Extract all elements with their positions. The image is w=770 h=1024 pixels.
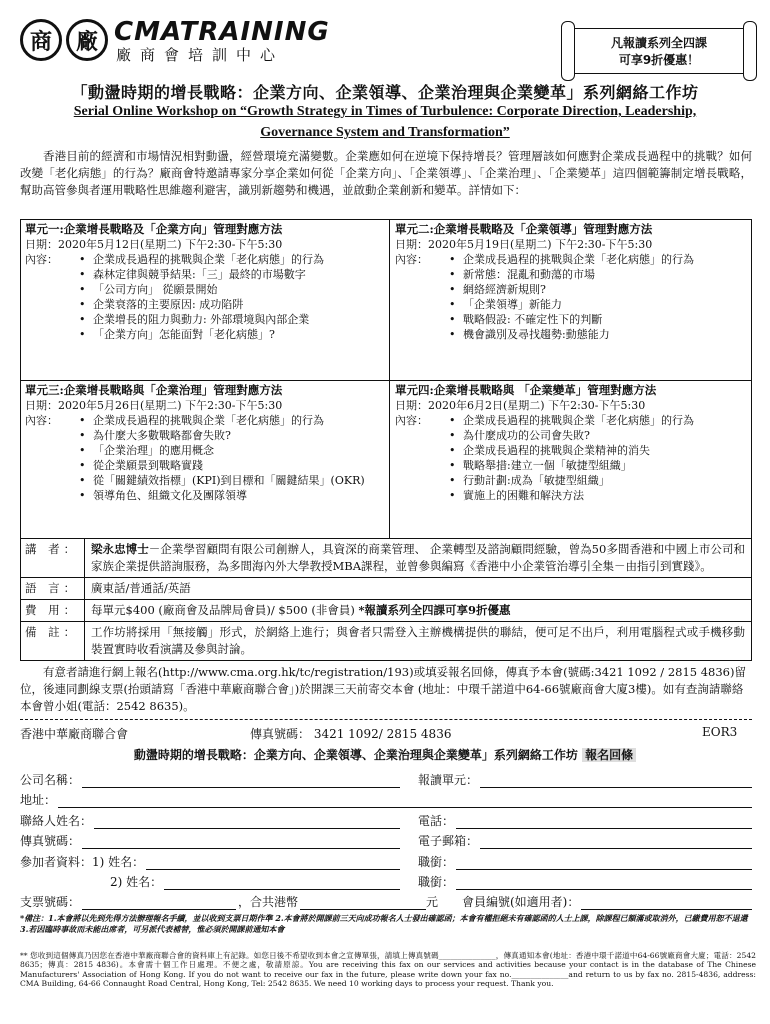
list-item: • 網絡經濟新規則? — [449, 282, 749, 297]
cheque-label: 支票號碼： — [20, 895, 81, 909]
unit-heading: 單元三:企業增長戰略與「企業治理」管理對應方法 — [25, 383, 283, 397]
unit-4 — [395, 383, 749, 503]
title2-label: 職銜： — [418, 875, 455, 889]
participant2-field[interactable] — [110, 872, 400, 890]
seal-char-2: 廠 — [66, 19, 108, 61]
list-item: • 企業成長過程的挑戰與企業「老化病態」的行為 — [449, 252, 749, 267]
content-label: 內容： — [25, 253, 58, 266]
date-value: 2020年5月19日(星期二) 下午2:30-下午5:30 — [428, 238, 653, 251]
unit-3 — [25, 383, 385, 503]
cheque-field[interactable] — [20, 892, 236, 910]
company-line[interactable] — [82, 775, 400, 788]
address-line[interactable] — [58, 795, 752, 808]
list-item: • 「公司方向」 從願景開始 — [79, 282, 385, 297]
promo-line-2: 可享9折優惠！ — [618, 53, 700, 67]
list-item: • 「企業領導」新能力 — [449, 297, 749, 312]
unit-items — [449, 413, 749, 503]
list-item: • 新常態：混亂和動蕩的市場 — [449, 267, 749, 282]
amount-label: ，合共港幣 — [238, 895, 299, 909]
grid-vertical-divider — [389, 220, 390, 538]
cut-line — [20, 719, 752, 720]
registration-instructions: 有意者請進行網上報名(http://www.cma.org.hk/tc/registration/193)或填妥報名回條，傳真予本會(號碼:3421 1092 / 2815 4836)留位，後連同劃線支票(抬頭請寫「香港中華廠商聯合會」)於開課三天前寄交本會 (地址：中環千諾道中64-66號廠商會大廈3樓)。如有查詢請聯絡本會曾小姐(電話：2542 8635)。 — [20, 665, 746, 713]
form-code: EOR3 — [702, 725, 738, 739]
list-item: • 企業成長過程的挑戰與企業「老化病態」的行為 — [449, 413, 749, 428]
member-line[interactable] — [581, 897, 752, 910]
promo-scroll — [568, 28, 750, 74]
fee-text: 每單元$400 (廠商會及品牌局會員)/ $500 (非會員) — [91, 603, 359, 617]
cheque-line[interactable] — [82, 897, 236, 910]
title1-label: 職銜： — [418, 855, 455, 869]
email-field[interactable] — [418, 831, 752, 849]
participant2-line[interactable] — [164, 877, 400, 890]
title1-field[interactable] — [418, 852, 752, 870]
address-field[interactable] — [20, 790, 752, 808]
list-item: • 從企業願景到戰略實踐 — [79, 458, 385, 473]
remark-label: 備 註： — [21, 622, 85, 660]
unit-date — [395, 398, 749, 413]
date-label: 日期： — [395, 399, 428, 412]
phone-field[interactable] — [418, 811, 752, 829]
info-table — [20, 538, 752, 661]
content-label: 內容： — [395, 414, 428, 427]
unit-line[interactable] — [480, 775, 752, 788]
dollar-label: 元 — [425, 895, 438, 909]
unit-heading: 單元二:企業增長戰略及「企業領導」管理對應方法 — [395, 222, 653, 236]
title-chinese: 「動盪時期的增長戰略：企業方向、企業領導、企業治理與企業變革」系列網絡工作坊 — [71, 83, 699, 102]
fee-discount: *報讀系列全四課可享9折優惠 — [358, 603, 511, 617]
list-item: • 森林定律與競爭結果:「三」最終的市場數字 — [79, 267, 385, 282]
unit-items — [79, 413, 385, 503]
unit-content — [395, 413, 749, 503]
list-item: • 「企業治理」的應用概念 — [79, 443, 385, 458]
list-item: • 戰略假設: 不確定性下的判斷 — [449, 312, 749, 327]
remark-row — [21, 622, 751, 660]
list-item: • 從「關鍵績效指標」(KPI)到目標和「關鍵結果」(OKR) — [79, 473, 385, 488]
cma-seal-logo — [20, 19, 112, 67]
brand-name: CMATRAINING — [114, 17, 330, 47]
list-item: • 企業成長過程的挑戰與企業「老化病態」的行為 — [79, 252, 385, 267]
email-label: 電子郵箱： — [418, 834, 479, 848]
participant1-field[interactable] — [20, 852, 400, 870]
contact-field[interactable] — [20, 811, 400, 829]
unit-content — [25, 413, 385, 503]
title2-line[interactable] — [456, 877, 752, 890]
company-label: 公司名稱： — [20, 773, 81, 787]
fax-field[interactable] — [20, 831, 400, 849]
list-item: • 企業成長過程的挑戰與企業「老化病態」的行為 — [79, 413, 385, 428]
content-label: 內容： — [395, 253, 428, 266]
title-english: Serial Online Workshop on “Growth Strategy in Times of Turbulence: Corporate Direction, Leadership, Governance System and Transformation” — [73, 104, 697, 140]
promo-line-1: 凡報讀系列全四課 — [610, 36, 707, 50]
date-value: 2020年5月26日(星期二) 下午2:30-下午5:30 — [58, 399, 283, 412]
remark-value: 工作坊將採用「無接觸」形式，於網絡上進行；與會者只需登入主辦機構提供的聯結，便可足不出戶，利用電腦程式或手機移動裝置實時收看演講及參與討論。 — [91, 625, 745, 656]
unit-items — [79, 252, 385, 342]
date-label: 日期： — [395, 238, 428, 251]
speaker-label: 講 者： — [21, 539, 85, 577]
participant1-label: 參加者資料：1) 姓名： — [20, 855, 145, 869]
date-label: 日期： — [25, 238, 58, 251]
fax-org: 香港中華廠商聯合會 — [20, 727, 129, 741]
language-value: 廣東話/普通話/英語 — [91, 581, 191, 595]
content-label: 內容： — [25, 414, 58, 427]
speaker-value — [85, 539, 751, 577]
unit-date — [25, 398, 385, 413]
form-title-text: 動盪時期的增長戰略：企業方向、企業領導、企業治理與企業變革」系列網絡工作坊 — [133, 748, 578, 762]
list-item: • 機會識別及尋找趨勢:動態能力 — [449, 327, 749, 342]
speaker-row — [21, 539, 751, 578]
unit-date — [395, 237, 749, 252]
fee-row — [21, 600, 751, 622]
unit-content — [25, 252, 385, 342]
privacy-notice: ** 您收到這個傳真乃因您在香港中華廠商聯合會的資料庫上有記錄。如您日後不希望收到本會之宣傳單張，請填上傳真號碼_______________，傳真通知本會(地址：香港中環千諾道中64-66號廠商會大廈；電話：2542 8635；傳真：2815 4836)。本會需十個工作日處理。不便之處，敬請原諒。You are receiving this fax on our services and activities because your contact is in the database of The Chinese Manufacturers' Association of Hong Kong. If you do not want to receive our fax in the future, please write down your fax no._______________and return to us by fax no. 2815-4836, address: CMA Building, 64-66 Connaught Road Central, Hong Kong, Tel: 2542 8635. We need 10 working days to process your request. Thank you. — [20, 951, 756, 989]
list-item: • 戰略舉措:建立一個「敏捷型組織」 — [449, 458, 749, 473]
date-value: 2020年5月12日(星期二) 下午2:30-下午5:30 — [58, 238, 283, 251]
title1-line[interactable] — [456, 857, 752, 870]
grid-horizontal-divider — [21, 380, 751, 381]
units-grid — [20, 219, 752, 539]
list-item: • 領導角色、組織文化及團隊領導 — [79, 488, 385, 503]
amount-field[interactable] — [238, 892, 438, 910]
contact-label: 聯絡人姓名： — [20, 814, 93, 828]
unit-2 — [395, 222, 749, 342]
unit-field[interactable] — [418, 770, 752, 788]
fax-label: 傳真號碼： — [20, 834, 81, 848]
phone-line[interactable] — [456, 816, 752, 829]
form-tag: 報名回條 — [582, 748, 636, 762]
list-item: • 為什麼大多數戰略都會失敗? — [79, 428, 385, 443]
amount-line[interactable] — [300, 897, 426, 910]
seal-char-1: 商 — [20, 19, 62, 61]
participant1-line[interactable] — [146, 857, 400, 870]
fax-header — [20, 725, 752, 742]
date-value: 2020年6月2日(星期二) 下午2:30-下午5:30 — [428, 399, 646, 412]
language-label: 語 言： — [21, 578, 85, 599]
list-item: • 企業增長的阻力與動力: 外部環境與內部企業 — [79, 312, 385, 327]
unit-date — [25, 237, 385, 252]
unit-items — [449, 252, 749, 342]
list-item: • 企業成長過程的挑戰與企業精神的消失 — [449, 443, 749, 458]
unit-content — [395, 252, 749, 342]
participant2-label: 2) 姓名： — [110, 875, 163, 889]
member-field[interactable] — [462, 892, 752, 910]
speaker-name: 梁永忠博士 — [91, 542, 149, 556]
list-item: • 「企業方向」怎能面對「老化病態」? — [79, 327, 385, 342]
intro-paragraph: 香港目前的經濟和市場情況相對動盪，經營環境充滿變數。企業應如何在逆境下保持增長？管理層該如何應對企業成長過程中的挑戰？如何改變「老化病態」的行為？廠商會特邀請專家分享企業如何從「企業方向」、「企業領導」、「企業治理」、「企業變革」這四個範籌制定增長戰略，幫助高管參與者運用戰略性思維趨利避害，識別新趨勢和機遇，並啟動企業創新和變革。詳情如下： — [20, 149, 752, 197]
form-title — [0, 746, 770, 763]
title2-field[interactable] — [418, 872, 752, 890]
unit-heading: 單元四:企業增長戰略與 「企業變革」管理對應方法 — [395, 383, 657, 397]
list-item: • 為什麼成功的公司會失敗? — [449, 428, 749, 443]
fax-input-line[interactable] — [82, 836, 400, 849]
unit-1 — [25, 222, 385, 342]
list-item: • 行動計劃:成為「敏捷型組織」 — [449, 473, 749, 488]
unit-label: 報讀單元： — [418, 773, 479, 787]
list-item: • 企業衰落的主要原因: 成功陷阱 — [79, 297, 385, 312]
address-label: 地址： — [20, 793, 57, 807]
language-row — [21, 578, 751, 600]
phone-label: 電話： — [418, 814, 455, 828]
list-item: • 實施上的困難和解決方法 — [449, 488, 749, 503]
brand-subtitle: 廠商會培訓中心 — [116, 46, 285, 64]
date-label: 日期： — [25, 399, 58, 412]
unit-heading: 單元一:企業增長戰略及「企業方向」管理對應方法 — [25, 222, 283, 236]
fax-number: 傳真號碼： 3421 1092/ 2815 4836 — [250, 727, 452, 741]
speaker-bio: －企業學習顧問有限公司創辦人，具資深的商業管理、 企業轉型及諮詢顧問經驗，曾為50多間香港和中國上市公司和家族企業提供諮詢服務，為多間海內外大學教授MBA課程，並曾參與編寫《香港中小企業管治導引全集－由指引到實踐》。 — [91, 542, 745, 573]
contact-line[interactable] — [94, 816, 400, 829]
company-field[interactable] — [20, 770, 400, 788]
footnote: *備注：1.本會將以先到先得方法辦理報名手續，並以收到支票日期作準 2.本會將於開課前三天向成功報名人士發出確認函；本會有權拒絕未有確認函的人士上課，除課程已額滿或取消外，已繳費用恕不退還 3.若因臨時事故而未能出席者，可另派代表補替，惟必須於開課前通知本會 — [20, 913, 748, 934]
brand-logo — [114, 18, 330, 64]
member-label: 會員編號(如適用者)： — [462, 895, 580, 909]
fee-value — [85, 600, 751, 621]
fee-label: 費 用： — [21, 600, 85, 621]
email-line[interactable] — [480, 836, 752, 849]
